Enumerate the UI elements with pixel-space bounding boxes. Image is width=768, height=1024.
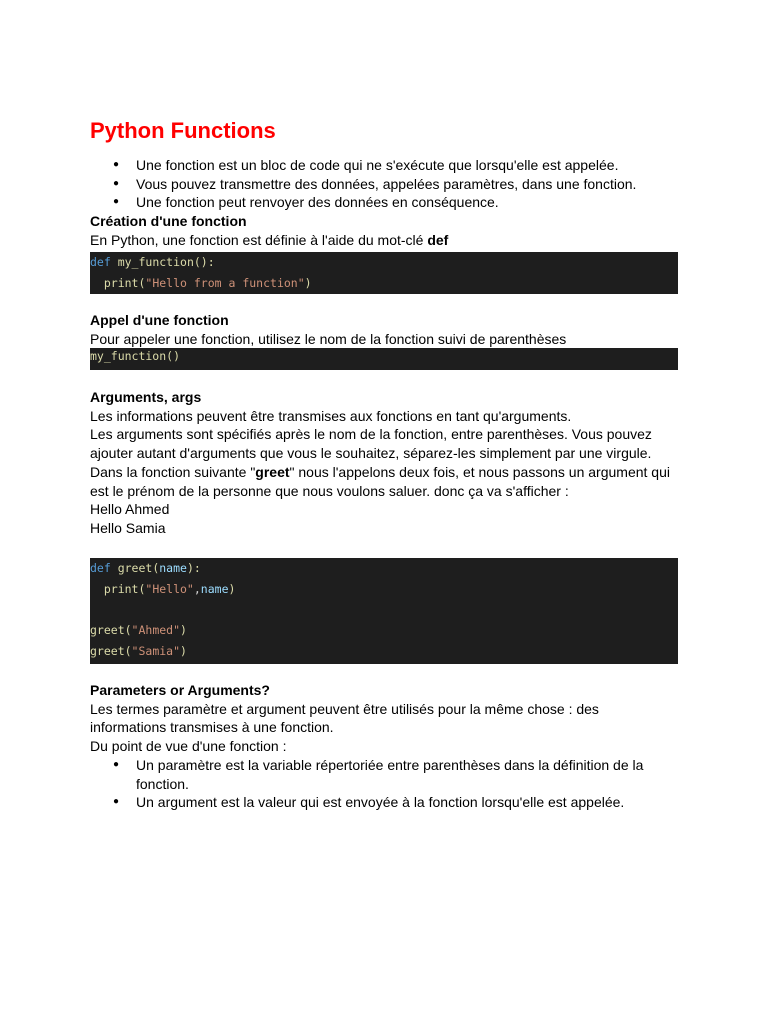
section-heading-creation: Création d'une fonction [90,213,247,229]
arguments-p1: Les informations peuvent être transmises aux fonctions en tant qu'arguments. [90,407,572,424]
intro-list [90,156,678,212]
creation-section [90,212,678,249]
code-line: greet("Ahmed") [90,623,187,638]
page-title: Python Functions [90,118,276,143]
code-line: print("Hello from a function") [90,275,312,290]
call-section [90,311,678,348]
output-line-1: Hello Ahmed [90,501,170,518]
bullet-icon: ● [113,177,120,189]
section-heading-arguments: Arguments, args [90,389,202,405]
greet-keyword: greet [255,463,290,480]
creation-text: En Python, une fonction est définie à l'aide du mot-clé def [90,231,449,248]
code-block-my-function [90,252,678,294]
list-item: ● Vous pouvez transmettre des données, appelées paramètres, dans une fonction. [113,175,637,192]
bullet-icon: ● [113,796,120,808]
params-section [90,681,678,812]
code-blank-line [90,600,678,621]
list-item: ● Un argument est la valeur qui est envoyée à la fonction lorsqu'elle est appelée. [113,794,625,811]
section-heading-params: Parameters or Arguments? [90,682,270,698]
code-line: greet("Samia") [90,644,187,659]
arguments-p2: Les arguments sont spécifiés après le nom de la fonction, entre parenthèses. Vous pouvez ajouter autant d'arguments que vous le souhaitez, séparez-les simplement par une virgule. [90,426,652,462]
bullet-icon: ● [113,159,120,170]
code-line: print("Hello",name) [90,581,236,596]
bullet-icon: ● [113,758,120,770]
code-block-greet [90,558,678,664]
arguments-section [90,388,678,538]
bullet-icon: ● [113,196,120,208]
params-p1: Les termes paramètre et argument peuvent être utilisés pour la même chose : des informations transmises à une fonction. [90,700,599,736]
code-line: def greet(name): [90,561,201,575]
intro-list-container [90,156,678,212]
code-line: def my_function(): [90,255,215,269]
list-item: ● Un paramètre est la variable répertoriée entre parenthèses dans la définition de la fonction. [113,756,644,792]
code-line: my_function() [90,349,181,363]
section-heading-call: Appel d'une fonction [90,312,229,328]
arguments-p3: Dans la fonction suivante "greet" nous l'appelons deux fois, et nous passons un argument qui est le prénom de la personne que nous voulons saluer. donc ça va s'afficher : [90,463,670,499]
call-text: Pour appeler une fonction, utilisez le nom de la fonction suivi de parenthèses [90,330,567,347]
code-block-call [90,348,678,370]
params-list [90,756,678,812]
params-p2: Du point de vue d'une fonction : [90,738,287,755]
output-line-2: Hello Samia [90,519,166,536]
list-item: ● Une fonction peut renvoyer des données en conséquence. [113,194,499,211]
list-item: ● Une fonction est un bloc de code qui ne s'exécute que lorsqu'elle est appelée. [113,157,619,173]
def-keyword: def [427,231,449,248]
